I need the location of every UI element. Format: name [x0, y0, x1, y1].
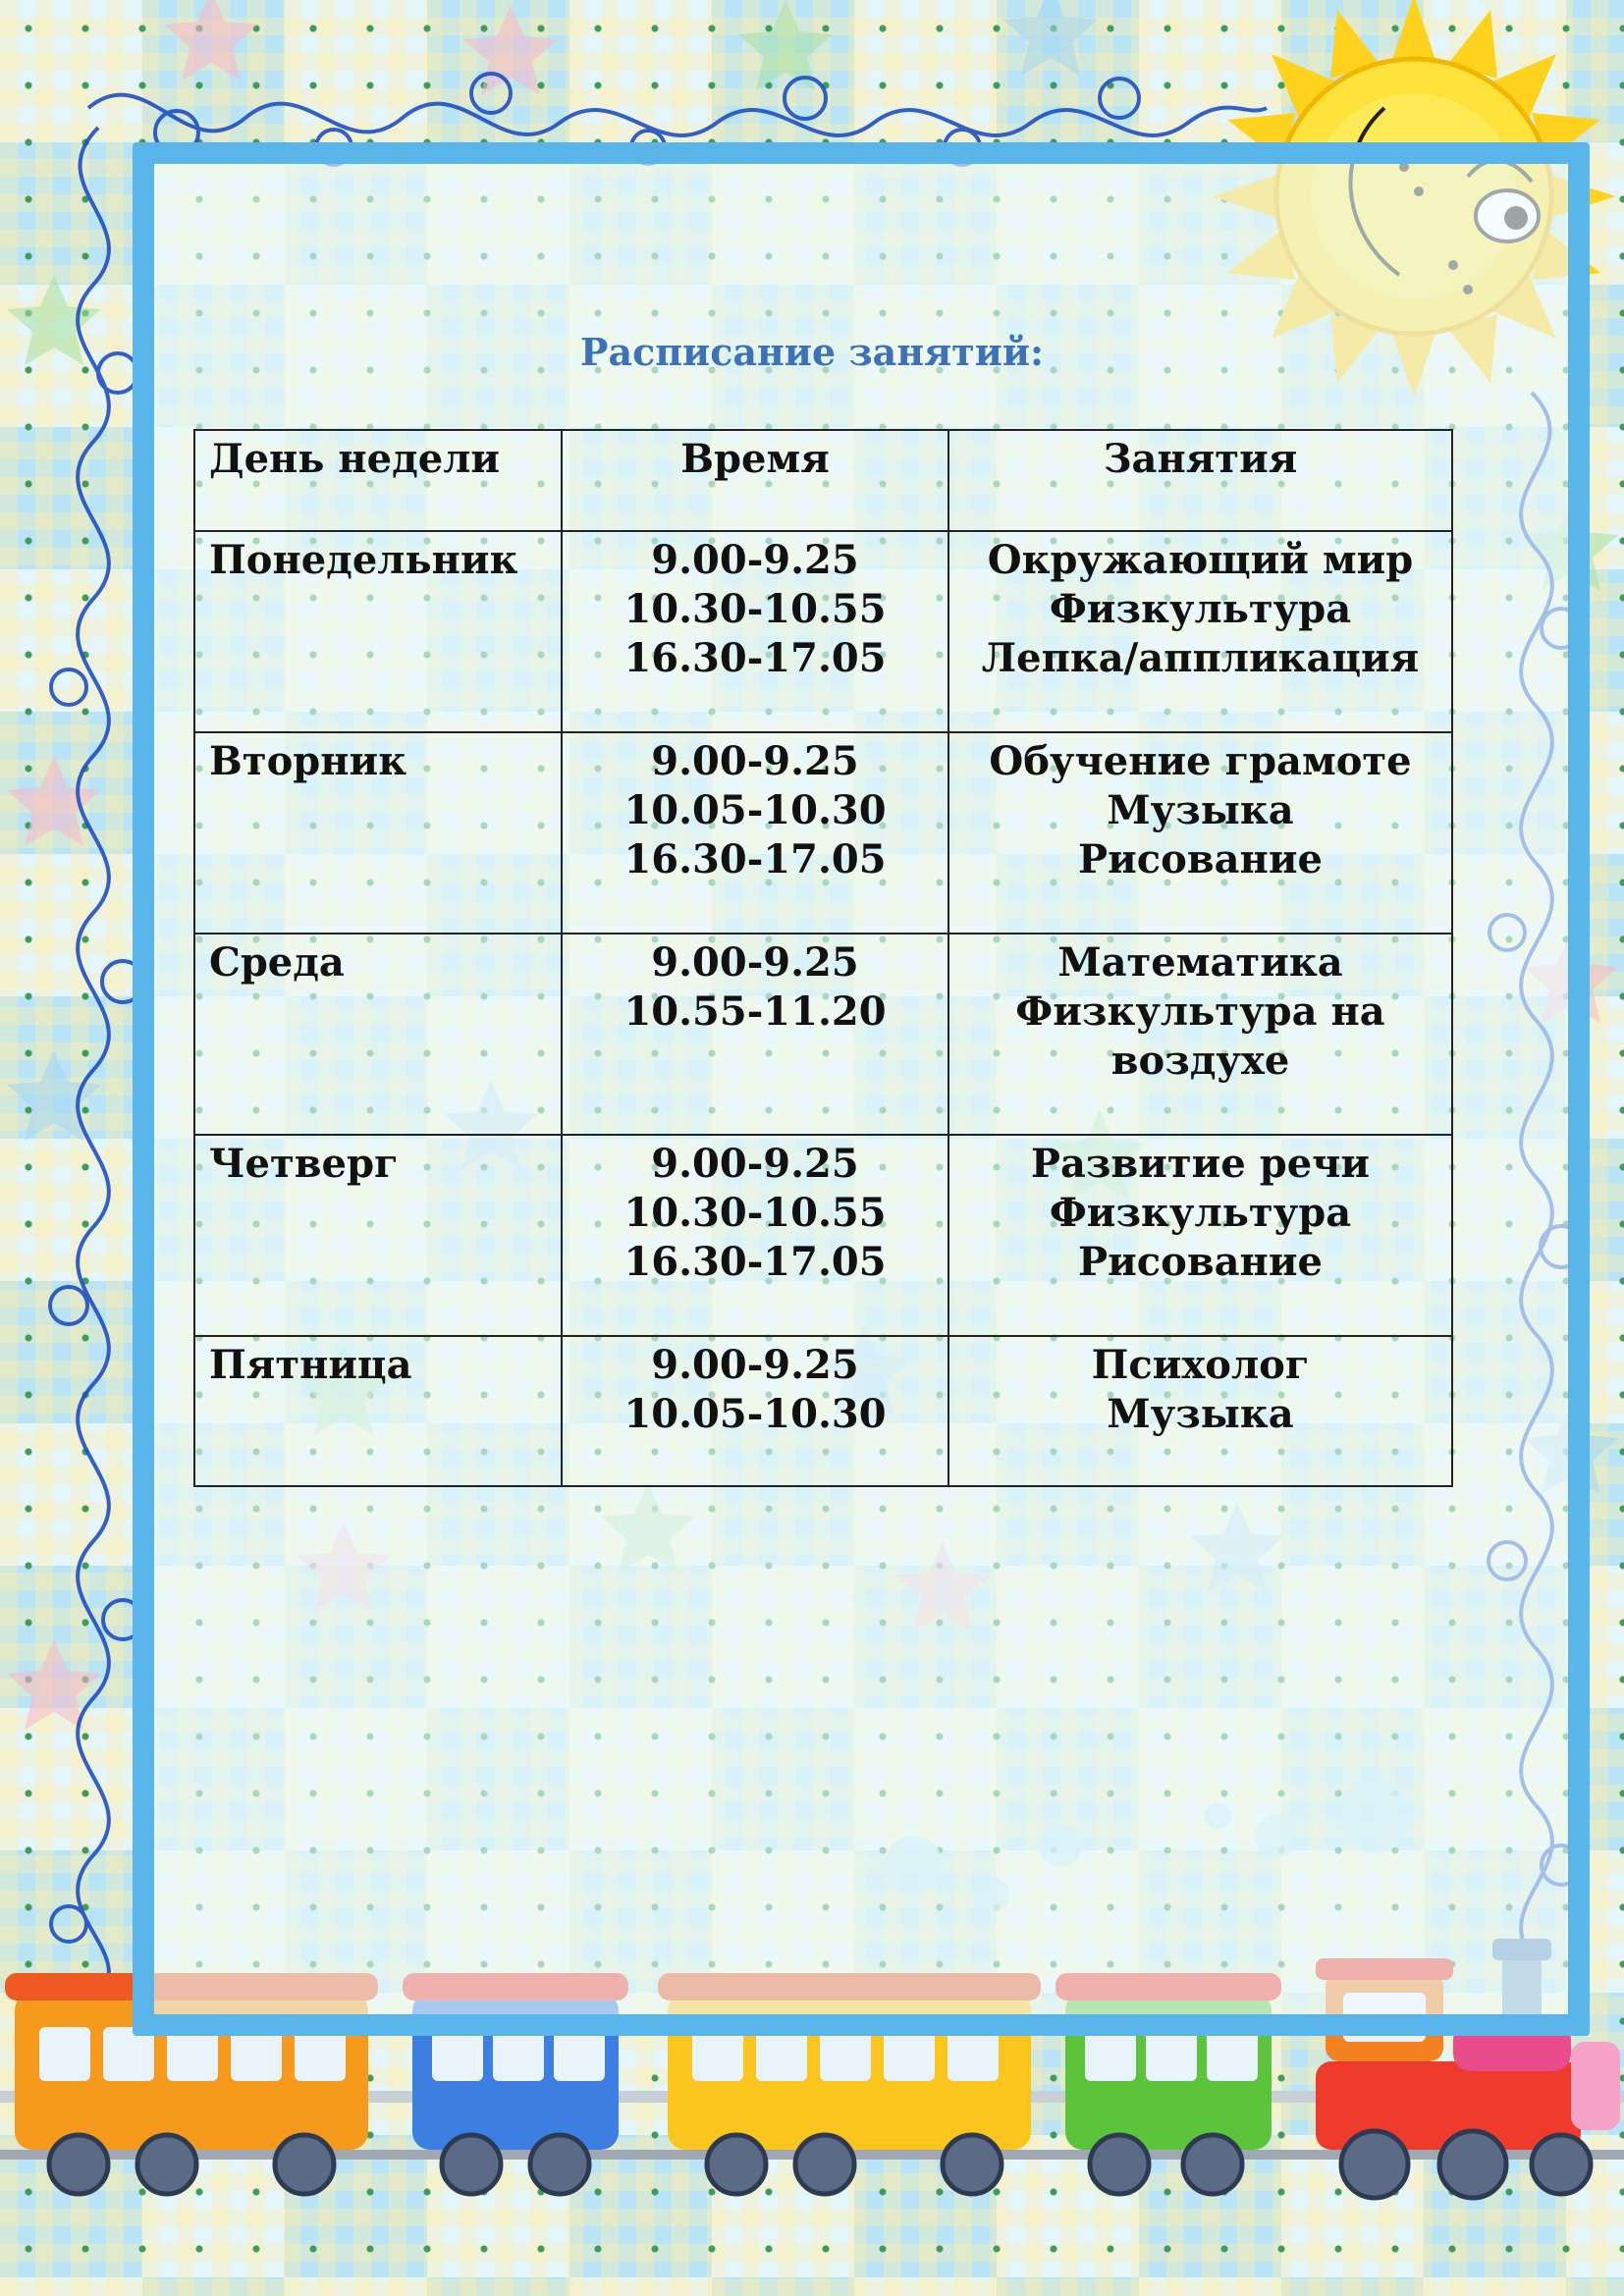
- table-row: [194, 934, 1452, 1135]
- activities-cell: [948, 934, 1452, 1135]
- activity-line: Физкультура на: [1015, 988, 1385, 1035]
- time-line: 16.30-17.05: [623, 635, 887, 681]
- table-row: [194, 732, 1452, 934]
- activity-line: Музыка: [1107, 787, 1294, 833]
- time-line: 10.55-11.20: [623, 988, 887, 1035]
- activity-line: Физкультура: [1049, 586, 1352, 632]
- header-time: Время: [562, 430, 948, 531]
- activity-line: Музыка: [1107, 1391, 1294, 1437]
- activity-line: Математика: [1057, 939, 1343, 986]
- activity-line: воздухе: [1110, 1038, 1290, 1084]
- time-cell: [562, 1336, 948, 1486]
- page-title: Расписание занятий:: [579, 330, 1045, 374]
- activity-line: Развитие речи: [1030, 1141, 1371, 1187]
- time-line: 9.00-9.25: [651, 738, 859, 784]
- table-row: [194, 1135, 1452, 1336]
- activities-cell: [948, 732, 1452, 934]
- day-cell: Пятница: [194, 1336, 562, 1486]
- time-line: 16.30-17.05: [623, 1239, 887, 1285]
- table-row: [194, 1336, 1452, 1486]
- activity-line: Лепка/аппликация: [981, 635, 1420, 681]
- activity-line: Психолог: [1091, 1342, 1310, 1388]
- activities-cell: [948, 1135, 1452, 1336]
- day-cell: Четверг: [194, 1135, 562, 1336]
- time-cell: [562, 531, 948, 732]
- activity-line: Окружающий мир: [987, 537, 1414, 583]
- activities-cell: [948, 1336, 1452, 1486]
- day-cell: Понедельник: [194, 531, 562, 732]
- time-cell: [562, 1135, 948, 1336]
- schedule-table: [193, 429, 1453, 1487]
- activity-line: Физкультура: [1049, 1190, 1352, 1236]
- day-cell: Вторник: [194, 732, 562, 934]
- time-line: 9.00-9.25: [651, 537, 859, 583]
- time-line: 10.30-10.55: [623, 586, 887, 632]
- time-cell: [562, 934, 948, 1135]
- time-line: 10.05-10.30: [623, 1391, 887, 1437]
- activity-line: Рисование: [1078, 1239, 1323, 1285]
- header-day: День недели: [194, 430, 562, 531]
- activities-cell: [948, 531, 1452, 732]
- header-activities: Занятия: [948, 430, 1452, 531]
- time-line: 9.00-9.25: [651, 1342, 859, 1388]
- activity-line: Рисование: [1078, 836, 1323, 882]
- table-row: [194, 531, 1452, 732]
- day-cell: Среда: [194, 934, 562, 1135]
- time-line: 9.00-9.25: [651, 939, 859, 986]
- time-cell: [562, 732, 948, 934]
- time-line: 10.05-10.30: [623, 787, 887, 833]
- activity-line: Обучение грамоте: [989, 738, 1412, 784]
- time-line: 10.30-10.55: [623, 1190, 887, 1236]
- time-line: 9.00-9.25: [651, 1141, 859, 1187]
- table-header-row: [194, 430, 1452, 531]
- time-line: 16.30-17.05: [623, 836, 887, 882]
